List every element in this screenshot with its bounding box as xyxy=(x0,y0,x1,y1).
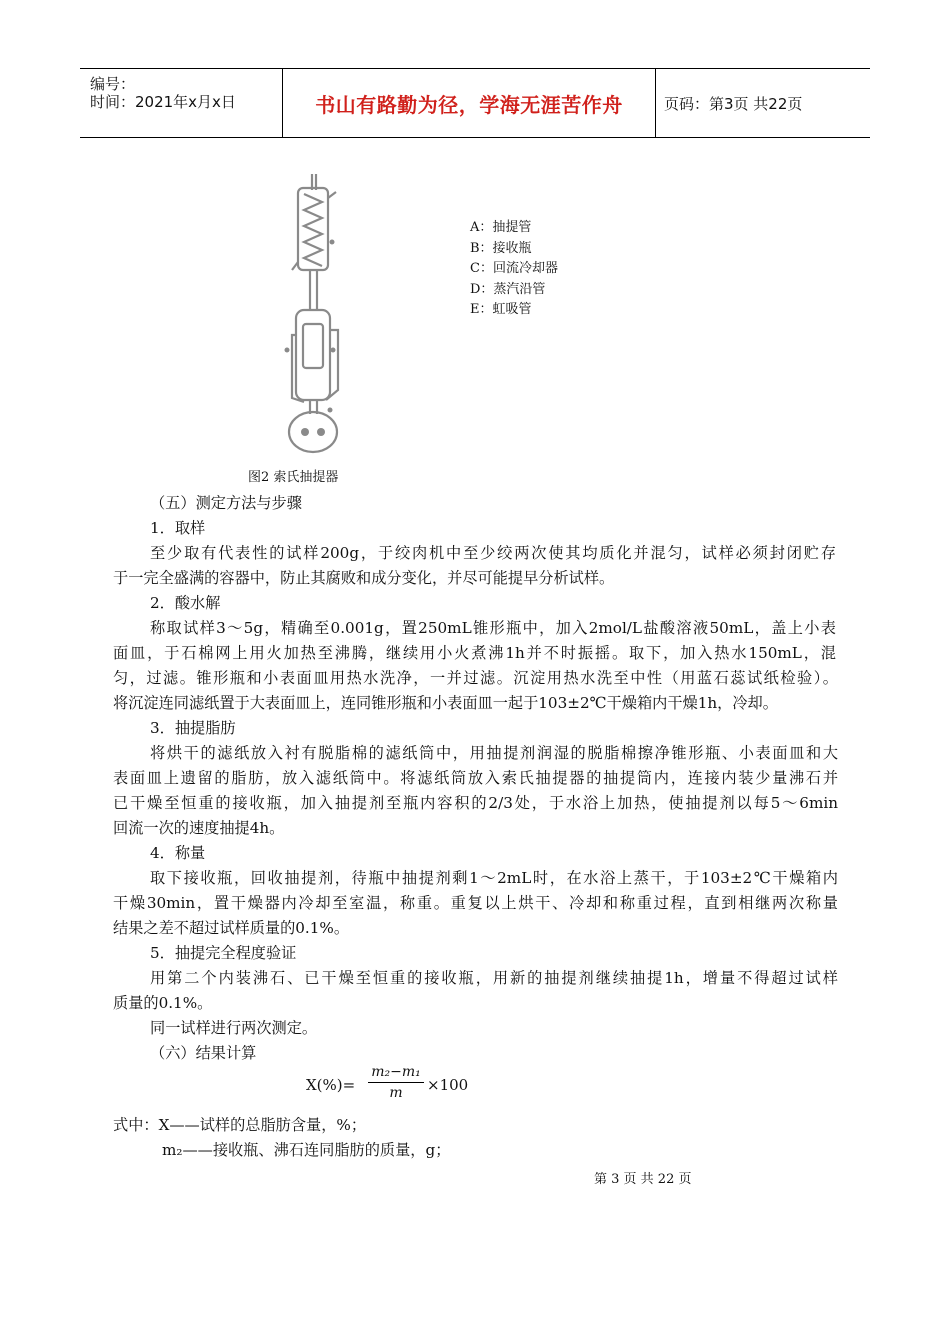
step-heading-fat-extraction: 3．抽提脂肪 xyxy=(150,719,236,737)
page-header xyxy=(80,68,870,138)
section-heading-5: （五）测定方法与步骤 xyxy=(150,494,302,512)
paragraph-line: 干燥30min，置干燥器内冷却至室温，称重。重复以上烘干、冷却和称重过程，直到相继两次称量 xyxy=(113,894,838,912)
paragraph-line: 取下接收瓶，回收抽提剂，待瓶中抽提剂剩1～2mL时，在水浴上蒸干，于103±2℃干燥箱内 xyxy=(150,869,838,887)
paragraph-line: 质量的0.1%。 xyxy=(113,994,213,1012)
step-heading-verification: 5．抽提完全程度验证 xyxy=(150,944,297,962)
paragraph-line: 结果之差不超过试样质量的0.1%。 xyxy=(113,919,350,937)
legend-item-b: B：接收瓶 xyxy=(470,240,532,256)
paragraph-line: 回流一次的速度抽提4h。 xyxy=(113,819,285,837)
header-meta xyxy=(80,69,282,137)
step-heading-weighing: 4．称量 xyxy=(150,844,206,862)
legend-item-c: C：回流冷却器 xyxy=(470,261,558,276)
section-heading-6: （六）结果计算 xyxy=(150,1044,257,1062)
formula-denominator: m xyxy=(389,1085,403,1101)
paragraph-line: 已干燥至恒重的接收瓶，加入抽提剂至瓶内容积的2/3处，于水浴上加热，使抽提剂以每5～6min xyxy=(113,794,838,812)
paragraph-line: 至少取有代表性的试样200g，于绞肉机中至少绞两次使其均质化并混匀，试样必须封闭贮存 xyxy=(150,544,836,562)
paragraph-line: 将烘干的滤纸放入衬有脱脂棉的滤纸筒中，用抽提剂润湿的脱脂棉擦净锥形瓶、小表面皿和大 xyxy=(150,744,838,762)
paragraph-line: 面皿，于石棉网上用火加热至沸腾，继续用小火煮沸1h并不时振摇。取下，加入热水150mL，混 xyxy=(113,644,836,662)
step-heading-sampling: 1．取样 xyxy=(150,519,206,537)
paragraph-line: 用第二个内装沸石、已干燥至恒重的接收瓶，用新的抽提剂继续抽提1h，增量不得超过试样 xyxy=(150,969,838,987)
variable-definition: 式中：X——试样的总脂肪含量，%； xyxy=(113,1116,367,1134)
header-motto-cell xyxy=(282,69,656,137)
doc-time-label: 时间：2021年x月x日 xyxy=(90,93,236,111)
paragraph-line: 称取试样3～5g，精确至0.001g，置250mL锥形瓶中，加入2mol/L盐酸溶液50mL，盖上小表 xyxy=(150,619,836,637)
formula-lhs: X(%)= xyxy=(306,1076,356,1094)
figure-legend xyxy=(470,218,558,321)
doc-number-label: 编号： xyxy=(90,75,136,93)
paragraph-line: 将沉淀连同滤纸置于大表面皿上，连同锥形瓶和小表面皿一起于103±2℃干燥箱内干燥1h，冷却。 xyxy=(113,694,778,712)
variable-definition: m₂——接收瓶、沸石连同脂肪的质量，g； xyxy=(162,1141,451,1159)
soxhlet-extractor-figure xyxy=(270,170,370,460)
step-heading-acid-hydrolysis: 2．酸水解 xyxy=(150,594,221,612)
paragraph-line: 于一完全盛满的容器中，防止其腐败和成分变化，并尽可能提早分析试样。 xyxy=(113,569,615,587)
header-page-label: 页码：第3页 共22页 xyxy=(664,94,803,113)
figure-caption: 图2 索氏抽提器 xyxy=(248,470,339,485)
paragraph-line: 匀，过滤。锥形瓶和小表面皿用热水洗净，一并过滤。沉淀用热水洗至中性（用蓝石蕊试纸检验）。 xyxy=(113,669,838,687)
paragraph-line: 同一试样进行两次测定。 xyxy=(150,1019,318,1037)
page-footer: 第 3 页 共 22 页 xyxy=(594,1172,692,1187)
paragraph-line: 表面皿上遗留的脂肪，放入滤纸筒中。将滤纸筒放入索氏抽提器的抽提筒内，连接内装少量沸石并 xyxy=(113,769,838,787)
formula-fraction xyxy=(368,1064,424,1101)
formula-numerator: m₂−m₁ xyxy=(371,1064,421,1080)
formula-rhs: ×100 xyxy=(427,1076,469,1094)
header-motto: 书山有路勤为径，学海无涯苦作舟 xyxy=(315,92,623,117)
legend-item-d: D：蒸汽沿管 xyxy=(470,281,546,297)
result-formula xyxy=(306,1064,476,1108)
legend-item-e: E：虹吸管 xyxy=(470,302,532,317)
fraction-bar xyxy=(368,1082,424,1083)
legend-item-a: A：抽提管 xyxy=(470,220,532,235)
